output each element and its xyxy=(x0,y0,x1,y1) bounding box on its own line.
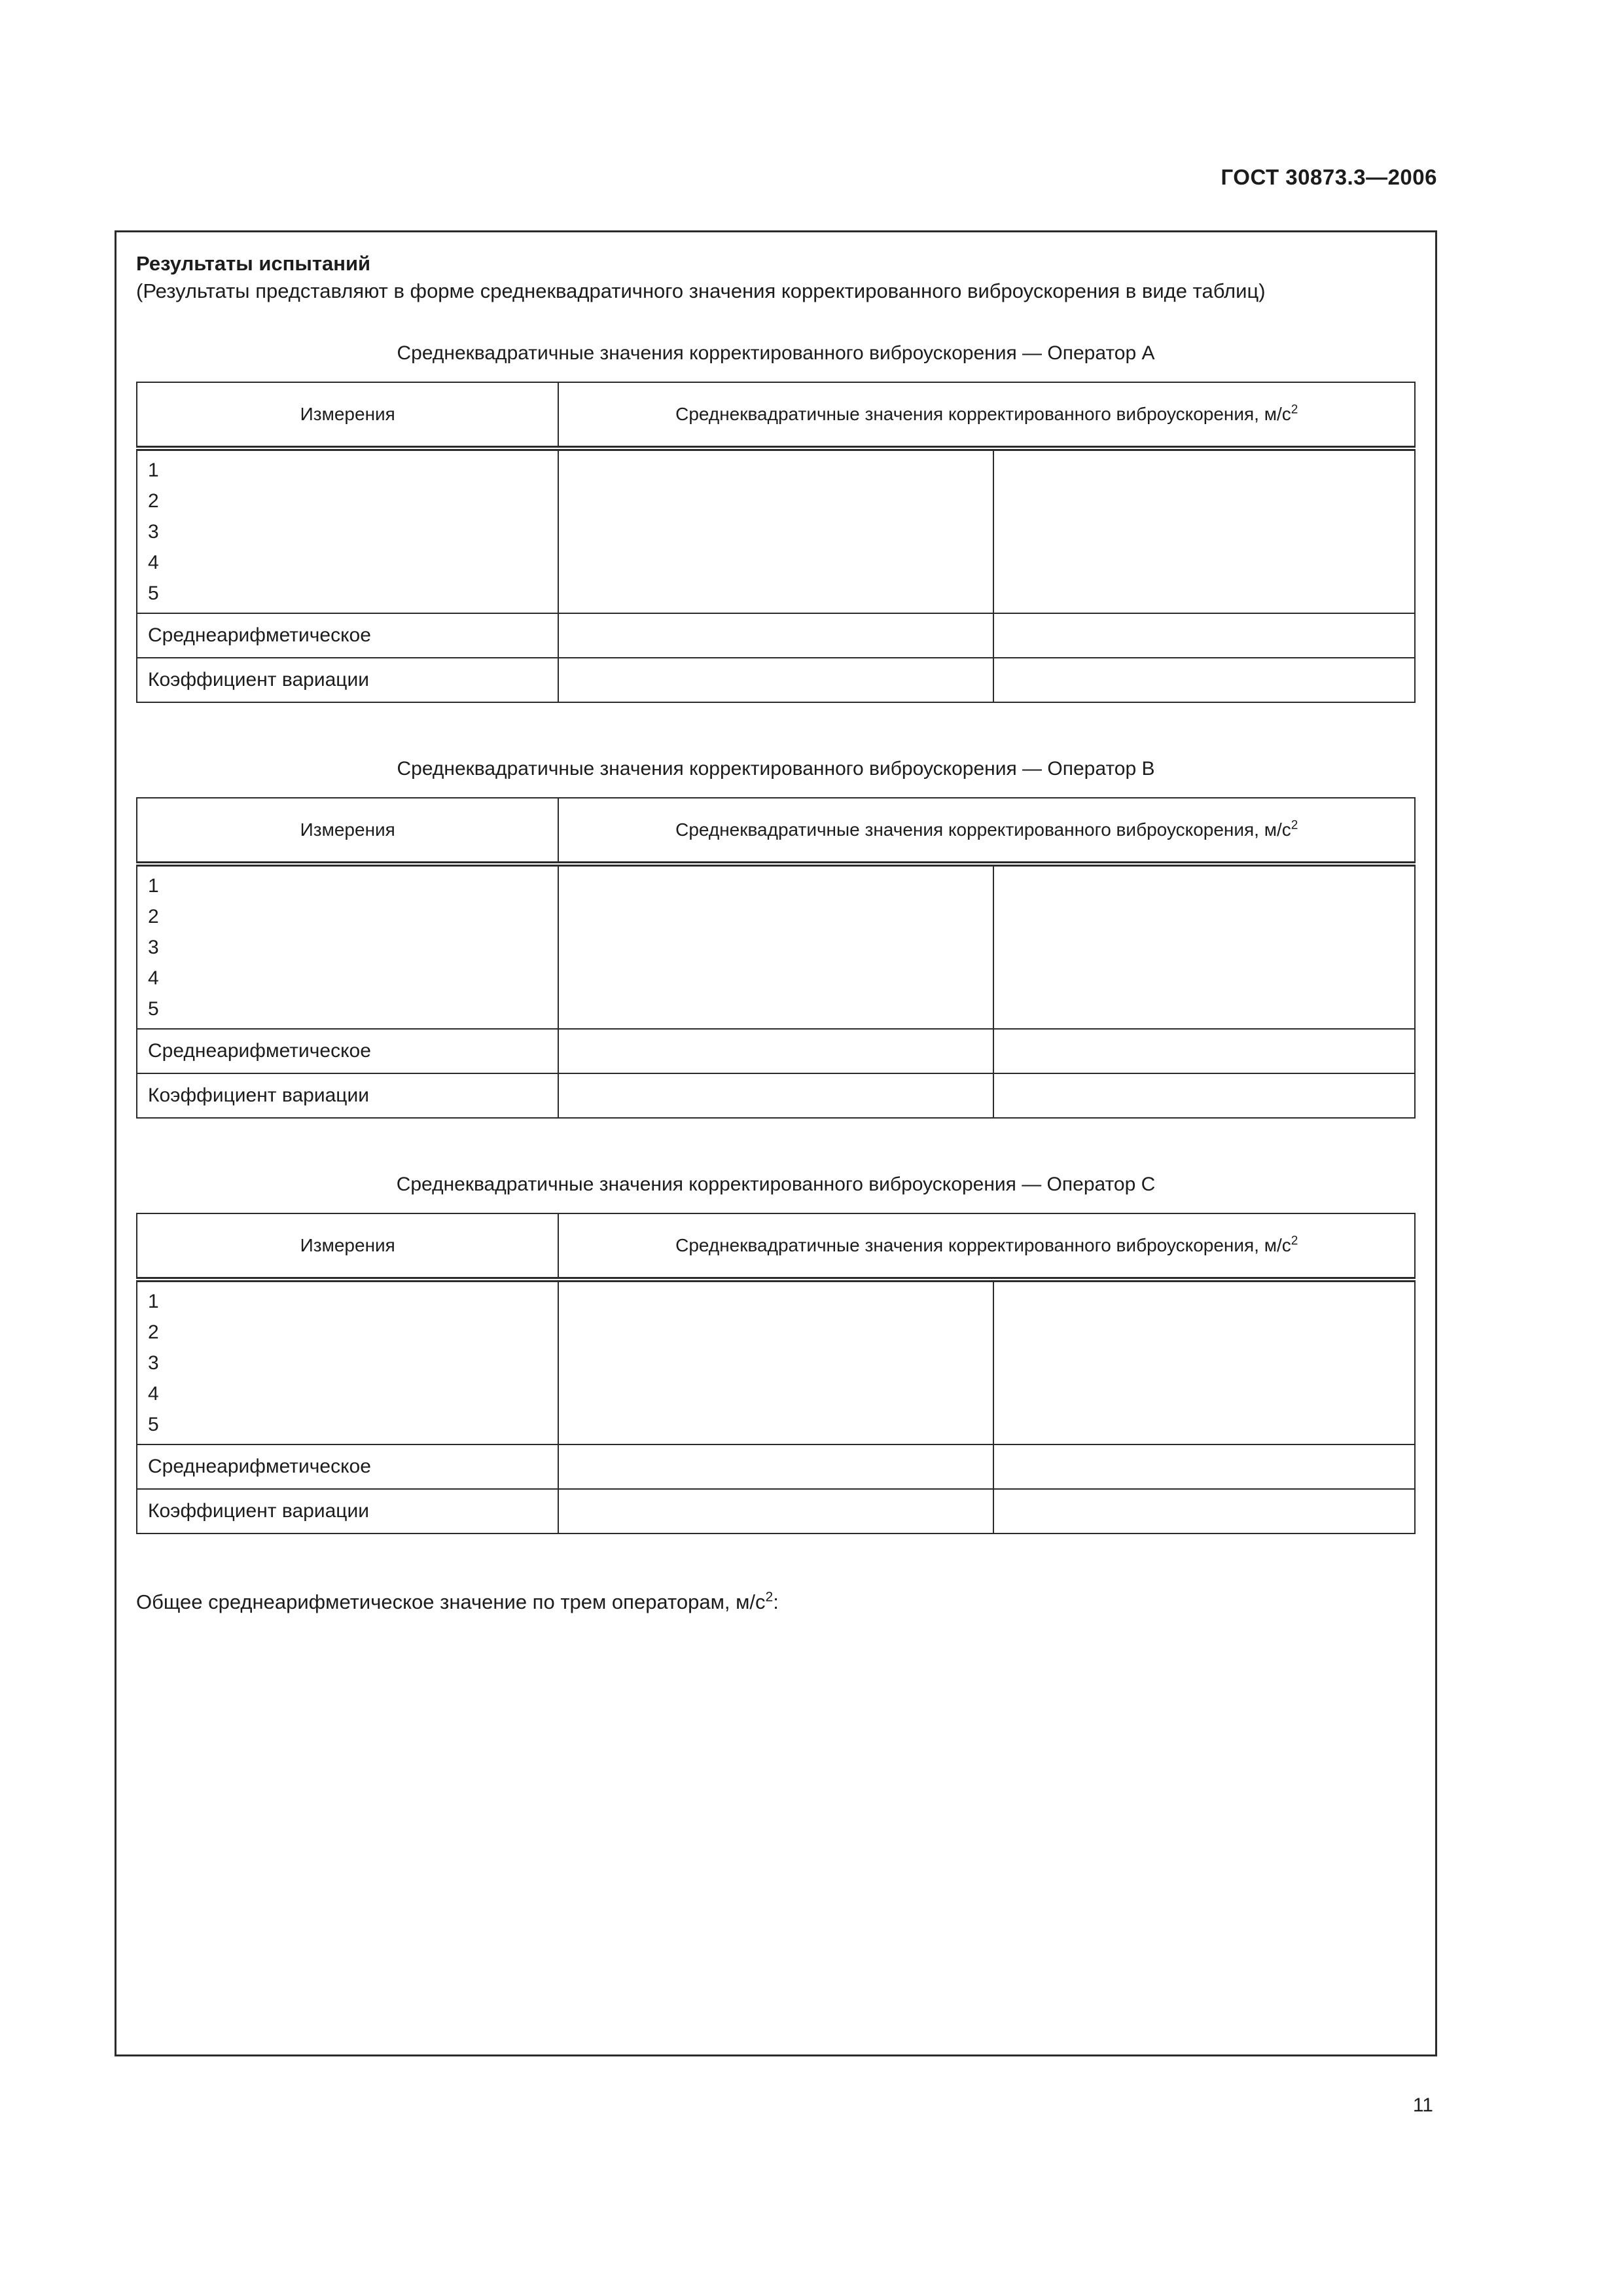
measurement-number: 5 xyxy=(148,583,159,604)
value-cell xyxy=(993,1280,1416,1444)
measurement-number: 4 xyxy=(148,967,159,989)
page-number: 11 xyxy=(1412,2094,1433,2116)
operator-section-b xyxy=(136,758,1416,1119)
measurement-number: 2 xyxy=(148,906,159,927)
value-cell xyxy=(558,658,993,702)
table-row-mean xyxy=(137,613,1415,658)
measurement-number: 3 xyxy=(148,937,159,958)
mean-label-cell: Среднеарифметическое xyxy=(137,1444,558,1489)
table-header-row xyxy=(137,1213,1415,1280)
value-cell xyxy=(993,658,1416,702)
results-table-b xyxy=(136,797,1416,1119)
measurement-number: 2 xyxy=(148,1321,159,1343)
superscript: 2 xyxy=(765,1589,774,1605)
measurement-number: 3 xyxy=(148,521,159,543)
value-cell xyxy=(993,613,1416,658)
column-header-values-text: Среднеквадратичные значения корректированного виброускорения, м/с xyxy=(675,819,1291,840)
value-cell xyxy=(558,864,993,1029)
table-row-measurements xyxy=(137,448,1415,613)
column-header-measurements: Измерения xyxy=(137,798,558,864)
column-header-values xyxy=(558,798,1415,864)
value-cell xyxy=(558,448,993,613)
mean-label-cell: Среднеарифметическое xyxy=(137,613,558,658)
table-header-row xyxy=(137,798,1415,864)
column-header-values xyxy=(558,1213,1415,1280)
value-cell xyxy=(558,1444,993,1489)
value-cell xyxy=(993,1073,1416,1118)
column-header-measurements: Измерения xyxy=(137,1213,558,1280)
measurement-number: 3 xyxy=(148,1352,159,1374)
doc-number: ГОСТ 30873.3—2006 xyxy=(1221,165,1437,189)
measurement-numbers-cell xyxy=(137,1280,558,1444)
measurement-numbers-cell xyxy=(137,448,558,613)
value-cell xyxy=(993,1489,1416,1534)
overall-mean-note-colon: : xyxy=(773,1590,779,1613)
value-cell xyxy=(558,1489,993,1534)
column-header-measurements: Измерения xyxy=(137,382,558,448)
results-description: (Результаты представляют в форме среднеквадратичного значения корректированного виброускорения в виде таблиц) xyxy=(136,279,1266,302)
value-cell xyxy=(993,448,1416,613)
table-caption-c: Среднеквадратичные значения корректированного виброускорения — Оператор C xyxy=(396,1174,1156,1195)
column-header-values xyxy=(558,382,1415,448)
superscript: 2 xyxy=(1291,403,1298,417)
table-caption-a: Среднеквадратичные значения корректированного виброускорения — Оператор A xyxy=(397,342,1155,364)
value-cell xyxy=(993,1444,1416,1489)
superscript: 2 xyxy=(1291,1234,1298,1248)
table-row-mean xyxy=(137,1029,1415,1073)
superscript: 2 xyxy=(1291,818,1298,833)
table-caption-b: Среднеквадратичные значения корректированного виброускорения — Оператор B xyxy=(397,758,1155,780)
table-row-variation xyxy=(137,1073,1415,1118)
column-header-values-text: Среднеквадратичные значения корректированного виброускорения, м/с xyxy=(675,1235,1291,1255)
variation-label-cell: Коэффициент вариации xyxy=(137,658,558,702)
value-cell xyxy=(993,1029,1416,1073)
results-box xyxy=(115,230,1437,2056)
variation-label-cell: Коэффициент вариации xyxy=(137,1073,558,1118)
value-cell xyxy=(558,1073,993,1118)
measurement-numbers-cell xyxy=(137,864,558,1029)
variation-label-cell: Коэффициент вариации xyxy=(137,1489,558,1534)
table-row-measurements xyxy=(137,864,1415,1029)
results-title: Результаты испытаний xyxy=(136,252,371,275)
table-row-variation xyxy=(137,1489,1415,1534)
measurement-number: 4 xyxy=(148,552,159,573)
table-header-row xyxy=(137,382,1415,448)
measurement-number: 4 xyxy=(148,1383,159,1405)
table-row-measurements xyxy=(137,1280,1415,1444)
operator-section-c xyxy=(136,1174,1416,1534)
overall-mean-note-text: Общее среднеарифметическое значение по трем операторам, м/с xyxy=(136,1590,766,1613)
overall-mean-note xyxy=(136,1589,1416,1615)
measurement-number: 1 xyxy=(148,459,159,481)
value-cell xyxy=(558,613,993,658)
operator-section-a xyxy=(136,342,1416,703)
value-cell xyxy=(558,1280,993,1444)
value-cell xyxy=(558,1029,993,1073)
results-table-a xyxy=(136,382,1416,703)
mean-label-cell: Среднеарифметическое xyxy=(137,1029,558,1073)
measurement-number: 1 xyxy=(148,1291,159,1312)
measurement-number: 2 xyxy=(148,490,159,512)
measurement-number: 5 xyxy=(148,998,159,1020)
column-header-values-text: Среднеквадратичные значения корректированного виброускорения, м/с xyxy=(675,404,1291,424)
results-table-c xyxy=(136,1213,1416,1534)
measurement-number: 5 xyxy=(148,1414,159,1435)
table-row-variation xyxy=(137,658,1415,702)
value-cell xyxy=(993,864,1416,1029)
measurement-number: 1 xyxy=(148,875,159,897)
table-row-mean xyxy=(137,1444,1415,1489)
